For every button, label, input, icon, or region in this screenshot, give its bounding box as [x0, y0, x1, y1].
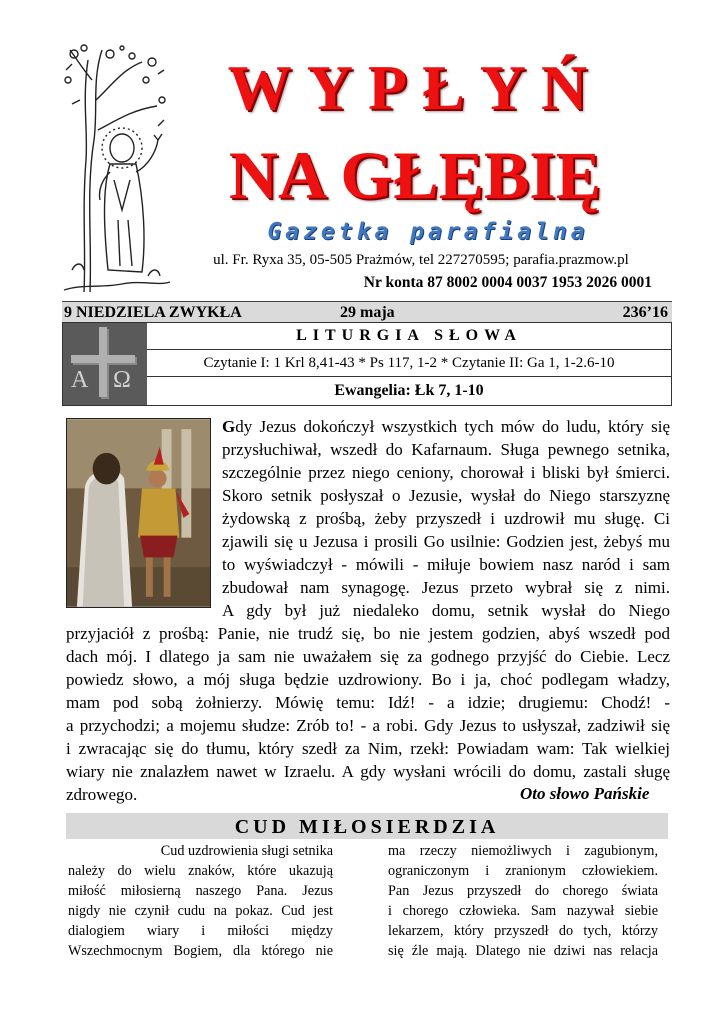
issue-sunday: 9 NIEDZIELA ZWYKŁA [64, 304, 242, 321]
masthead-title-line-2: NA GŁĘBIĘ [228, 137, 602, 213]
gospel-line: i zwracając się do tłumu, który szedł za Nim, rzekł: Powiadam wam: Tak wielkiej [66, 739, 670, 758]
saint-with-tree-icon [62, 40, 172, 298]
liturgy-heading: LITURGIA SŁOWA [147, 323, 671, 350]
liturgy-gospel: Ewangelia: Łk 7, 1-10 [334, 382, 484, 399]
omega-letter: Ω [113, 367, 131, 393]
left-column-line: nigdy nie czynił cudu na pokaz. Cud jest [68, 903, 333, 919]
left-column-line: Cud uzdrowienia sługi setnika [160, 843, 333, 859]
gospel-first-line-text: dy Jezus dokończył wszystkich tych mów do ludu, który się [235, 417, 670, 436]
left-column-line: należy do wielu znaków, które ukazują [68, 863, 333, 879]
section-heading: CUD MIŁOSIERDZIA [66, 813, 668, 839]
gospel-drop-cap: G [222, 417, 236, 436]
bank-account: Nr konta 87 8002 0004 0037 1953 2026 0001 [363, 274, 652, 291]
gospel-line: przyjaciół z prośbą: Panie, nie trudź się, bo nie jestem godzien, abyś wszedł pod [66, 624, 670, 643]
liturgy-box [62, 322, 672, 406]
liturgy-readings: Czytanie I: 1 Krl 8,41-43 * Ps 117, 1-2 * Czytanie II: Ga 1, 1-2.6-10 [147, 350, 671, 377]
issue-bar [62, 301, 672, 323]
alpha-omega-cross-icon [63, 323, 147, 405]
issue-date: 29 maja [340, 304, 395, 321]
parish-address: ul. Fr. Ryxa 35, 05-505 Prażmów, tel 227270595; parafia.prazmow.pl [213, 252, 629, 268]
right-column-line: się źle mają. Dlatego nie dziwi nas relacja [388, 943, 658, 959]
gospel-line: wiary nie znalazłem nawet w Izraelu. A gdy wysłani wrócili do domu, zastali sługę [66, 762, 670, 781]
right-column-line: ma rzeczy niemożliwych i zagubionym, [388, 843, 658, 859]
right-column-line: Pan Jezus przyszedł do chorego świata [388, 883, 658, 899]
left-column-line: dialogiem wiary i miłości między [68, 923, 333, 939]
gospel-line: przysłuchiwał, wszedł do Kafarnaum. Sługa pewnego setnika, [222, 440, 670, 459]
gospel-line: mam pod sobą żołnierzy. Mówię temu: Idź! - a idzie; drugiemu: Chodź! - [66, 693, 670, 712]
gospel-line: zdrowego. [66, 785, 138, 804]
gospel-line: Skoro setnik posłyszał o Jezusie, wysłał do Niego starszyznę [222, 486, 670, 505]
gospel-line: a przychodzi; a mojemu słudze: Zrób to! - a robi. Gdy Jezus to usłyszał, zadziwił się [66, 716, 670, 735]
right-column-line: i chorego człowieka. Sam nazywał siebie [388, 903, 658, 919]
gospel-line: powiedz słowo, a mój sługa będzie uzdrowiony. Bo i ja, choć podlegam władzy, [66, 670, 670, 689]
left-column-line: miłość miłosierną naszego Pana. Jezus [68, 883, 333, 899]
gospel-line: szczególnie przez niego ceniony, chorował i bliski był śmierci. [222, 463, 670, 482]
jesus-and-centurion-painting-icon [66, 418, 211, 608]
issue-number: 236’16 [622, 304, 668, 321]
right-column-line: lekarzem, który przyszedł do tych, którzy [388, 923, 658, 939]
masthead-subtitle: Gazetka parafialna [267, 219, 589, 245]
gospel-line: to wyświadczył - mówili - miłuje bowiem nasz naród i sam [222, 555, 670, 574]
gospel-line: zbudował nam synagogę. Jezus przeto wybrał się z nimi. [222, 578, 670, 597]
masthead-title-line-1: WYPŁYŃ [227, 52, 603, 123]
gospel-line: A gdy był już niedaleko domu, setnik wysłał do Niego [222, 601, 670, 620]
gospel-closing: Oto słowo Pańskie [520, 784, 650, 803]
left-column-line: Wszechmocnym Bogiem, dla którego nie [68, 943, 333, 959]
right-column-line: ograniczonym i zranionym człowiekiem. [388, 863, 658, 879]
gospel-line: żydowską z prośbą, żeby przyszedł i uzdrowił mu sługę. Ci [222, 509, 670, 528]
gospel-line: dach mój. I dlatego ja sam nie uważałem się za godnego przyjść do Ciebie. Lecz [66, 647, 670, 666]
alpha-letter: A [71, 367, 89, 393]
gospel-line [222, 416, 670, 438]
gospel-line: zjawili się u Jezusa i prosili Go usilnie: Godzien jest, żebyś mu [222, 532, 670, 551]
